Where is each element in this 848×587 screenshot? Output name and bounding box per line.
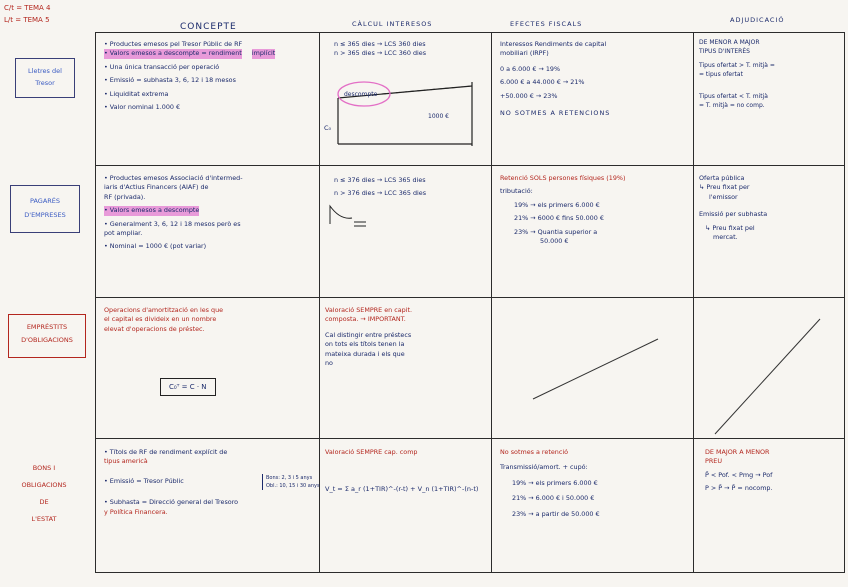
row3-fiscal-strike <box>493 299 691 437</box>
row4-adj-line: PREU <box>705 457 723 466</box>
row2-calc-line: n ≤ 376 dies → LCS 365 dies <box>334 176 426 184</box>
row-label-emprestits-2: D'OBLIGACIONS <box>21 336 73 344</box>
header-conceptes: CONCEPTE <box>180 22 237 32</box>
row1-adj <box>699 38 775 110</box>
row1-calc <box>334 40 426 59</box>
row2-concept-line: • Valors emesos a descompte <box>104 206 200 215</box>
row2-fiscal-line: 50.000 € <box>540 237 569 246</box>
row-label-lletres <box>15 58 75 98</box>
row1-calc-line: n > 365 dies → LCC 360 dies <box>334 49 427 58</box>
row-label-lletres-1: Lletres del <box>28 67 62 75</box>
row3-calc-line: Valoració SEMPRE en capit. <box>325 306 413 314</box>
row1-fiscal-line: 0 a 6.000 € → 19% <box>500 64 561 73</box>
row3-calc-line: mateixa durada i els que <box>325 349 405 358</box>
row2-fiscal-line: 19% → els primers 6.000 € <box>514 200 600 209</box>
row2-concept-line: • Generalment 3, 6, 12 i 18 mesos però es <box>104 219 241 228</box>
row1-concept-line: • Emissió = subhasta 3, 6, 12 i 18 mesos <box>104 76 236 85</box>
grid-line-col1 <box>319 32 320 573</box>
row-label-pagares-2: D'EMPRESES <box>24 211 66 219</box>
row3-calc-line: Cal distingir entre préstecs <box>325 330 412 339</box>
row-label-bons-1: BONS I <box>32 464 56 472</box>
row2-fiscal-line: 21% → 6000 € fins 50.000 € <box>514 214 604 223</box>
row3-calc-line: no <box>325 359 333 368</box>
row1-concept-line: • Valor nominal 1.000 € <box>104 103 181 112</box>
row-label-pagares-1: PAGARÉS <box>29 197 61 205</box>
row1-fiscal-line: Interessos Rendiments de capital <box>500 40 607 48</box>
row1-concept-line: • Productes emesos pel Tresor Públic de RF <box>104 40 243 48</box>
corner-line-2: L/t = TEMA 5 <box>4 16 50 24</box>
row2-fiscal-line: tributació: <box>500 187 533 196</box>
row2-adj-line: ↳ Preu fixat pel <box>705 223 755 232</box>
row-label-emprestits <box>8 314 86 358</box>
row2-concept-line: • Productes emesos Associació d'intermed- <box>104 174 243 182</box>
row2-adj-line: mercat. <box>713 233 738 242</box>
row4-bons-terms <box>262 474 320 490</box>
row2-concept-line: iaris d'Actius Financers (AIAF) de <box>104 183 209 192</box>
row-label-bons-3: DE <box>39 498 49 506</box>
row2-calc <box>334 176 426 199</box>
row3-adj-strike <box>695 299 843 437</box>
row1-concept-line: • Liquiditat extrema <box>104 89 169 98</box>
row4-fiscal-line: Transmissió/amort. + cupó: <box>500 463 588 472</box>
row3-calc-line: on tots els títols tenen la <box>325 340 405 349</box>
row-label-emprestits-1: EMPRÉSTITS <box>26 323 68 331</box>
row-label-bons <box>4 460 84 528</box>
diagram-amount-label: 1000 € <box>428 113 449 120</box>
row2-concept-line: • Nominal = 1000 € (pot variar) <box>104 242 207 251</box>
grid-line-row3 <box>95 438 845 439</box>
row1-calc-line: n ≤ 365 dies → LCS 360 dies <box>334 40 426 48</box>
row1-fiscal <box>500 40 610 118</box>
row4-calc-title: Valoració SEMPRE cap. comp <box>325 448 418 456</box>
grid-line-col4 <box>844 32 845 573</box>
row2-calc-line: n > 376 dies → LCC 365 dies <box>334 189 427 198</box>
row1-fiscal-line: 6.000 € a 44.000 € → 21% <box>500 78 585 87</box>
row4-adj-line: P > P̄ → P̄ = nocomp. <box>705 484 773 493</box>
row3-formula-box <box>160 378 216 396</box>
row2-adj-line: Oferta pública <box>699 174 745 182</box>
grid-line-top <box>95 32 845 33</box>
row3-concept <box>104 306 223 334</box>
diagram-c0-label: C₀ <box>324 124 332 132</box>
discount-diagram <box>322 64 488 160</box>
row1-fiscal-line: mobiliari (IRPF) <box>500 49 549 58</box>
row1-adj-line: Tipus ofertat < T. mitjà <box>699 92 768 100</box>
row4-fiscal <box>500 448 600 519</box>
row-label-bons-4: L'ESTAT <box>31 515 57 523</box>
header-adjudicacio: ADJUDICACIÓ <box>730 16 785 24</box>
row4-calc-formula: V_t = Σ a_r (1+TIR)^-(r-t) + V_n (1+TIR)^-(n-t) <box>325 485 479 494</box>
row1-concept-line: implícit <box>251 49 276 58</box>
row2-adj-line: Emissió per subhasta <box>699 210 768 219</box>
row1-fiscal-line: NO SOTMES A RETENCIONS <box>500 109 611 118</box>
grid-line-col0 <box>95 32 96 573</box>
row3-concept-line: el capital es divideix en un nombre <box>104 315 217 324</box>
grid-line-bottom <box>95 572 845 573</box>
row4-fiscal-line: 21% → 6.000 € i 50.000 € <box>512 494 595 503</box>
row4-adj <box>705 448 773 494</box>
row-label-pagares <box>10 185 80 233</box>
row3-concept-line: elevat d'operacions de préstec. <box>104 324 205 333</box>
header-calcul: CÀLCUL INTERESOS <box>352 20 433 28</box>
row4-bons-term: Bons: 2, 3 i 5 anys <box>266 475 313 481</box>
row3-calc-line: composta. → IMPORTANT. <box>325 315 406 324</box>
row2-curve-sketch <box>326 200 376 230</box>
row4-fiscal-line: No sotmes a retenció <box>500 448 569 456</box>
row4-concept-line: • Emissió = Tresor Públic <box>104 476 184 485</box>
diagram-descompte-label: descompte <box>344 91 378 98</box>
row4-adj-line: P̄ < Pof. < Pmg → Pof <box>705 470 773 479</box>
row2-concept-line: RF (privada). <box>104 192 146 201</box>
corner-note <box>4 2 51 26</box>
row1-concept <box>104 40 275 112</box>
row1-adj-line: = T. mitjà = no comp. <box>699 102 765 110</box>
row1-adj-line: DE MENOR A MAJOR <box>699 39 760 46</box>
row4-concept-line: y Política Financera. <box>104 507 168 516</box>
row2-adj <box>699 174 767 242</box>
row2-concept <box>104 174 243 252</box>
row4-concept-line: tipus americà <box>104 457 148 466</box>
row1-fiscal-line: +50.000 € → 23% <box>500 91 558 100</box>
row1-adj-line: Tipus ofertat > T. mitjà = <box>699 61 775 69</box>
corner-line-1: C/t = TEMA 4 <box>4 4 51 12</box>
row4-concept <box>104 448 238 517</box>
header-efectes: EFECTES FISCALS <box>510 20 583 28</box>
row3-calc <box>325 306 412 368</box>
row2-fiscal-line: Retenció SOLS persones físiques (19%) <box>500 174 626 182</box>
row1-concept-line: • Una única transacció per operació <box>104 62 220 71</box>
row1-adj-line: = tipus ofertat <box>699 71 743 79</box>
row2-concept-line: pot ampliar. <box>104 229 143 238</box>
row1-adj-line: TIPUS D'INTERÈS <box>699 48 750 56</box>
row4-concept-line: • Títols de RF de rendiment explícit de <box>104 448 228 456</box>
grid-line-row1 <box>95 165 845 166</box>
row4-concept-line: • Subhasta = Direcció general del Tresoro <box>104 498 239 507</box>
row1-concept-line: • Valors emesos a descompte = rendiment <box>104 49 242 58</box>
row3-concept-line: Operacions d'amortització en les que <box>104 306 224 314</box>
row4-calc <box>325 448 478 495</box>
row3-formula: C₀ᵀ = C · N <box>169 383 207 391</box>
row4-fiscal-line: 19% → els primers 6.000 € <box>512 478 598 487</box>
row-label-lletres-2: Tresor <box>35 79 55 87</box>
row-label-bons-2: OBLIGACIONS <box>21 481 67 489</box>
row2-adj-line: ↳ Preu fixat per <box>699 183 750 192</box>
row2-fiscal <box>500 174 625 246</box>
row2-fiscal-line: 23% → Quantia superior a <box>514 227 598 236</box>
row4-adj-line: DE MAJOR A MENOR <box>705 448 770 456</box>
row4-bons-term: Obl.: 10, 15 i 30 anys <box>266 483 320 489</box>
row2-adj-line: l'emissor <box>709 192 738 201</box>
row4-fiscal-line: 23% → a partir de 50.000 € <box>512 509 600 518</box>
